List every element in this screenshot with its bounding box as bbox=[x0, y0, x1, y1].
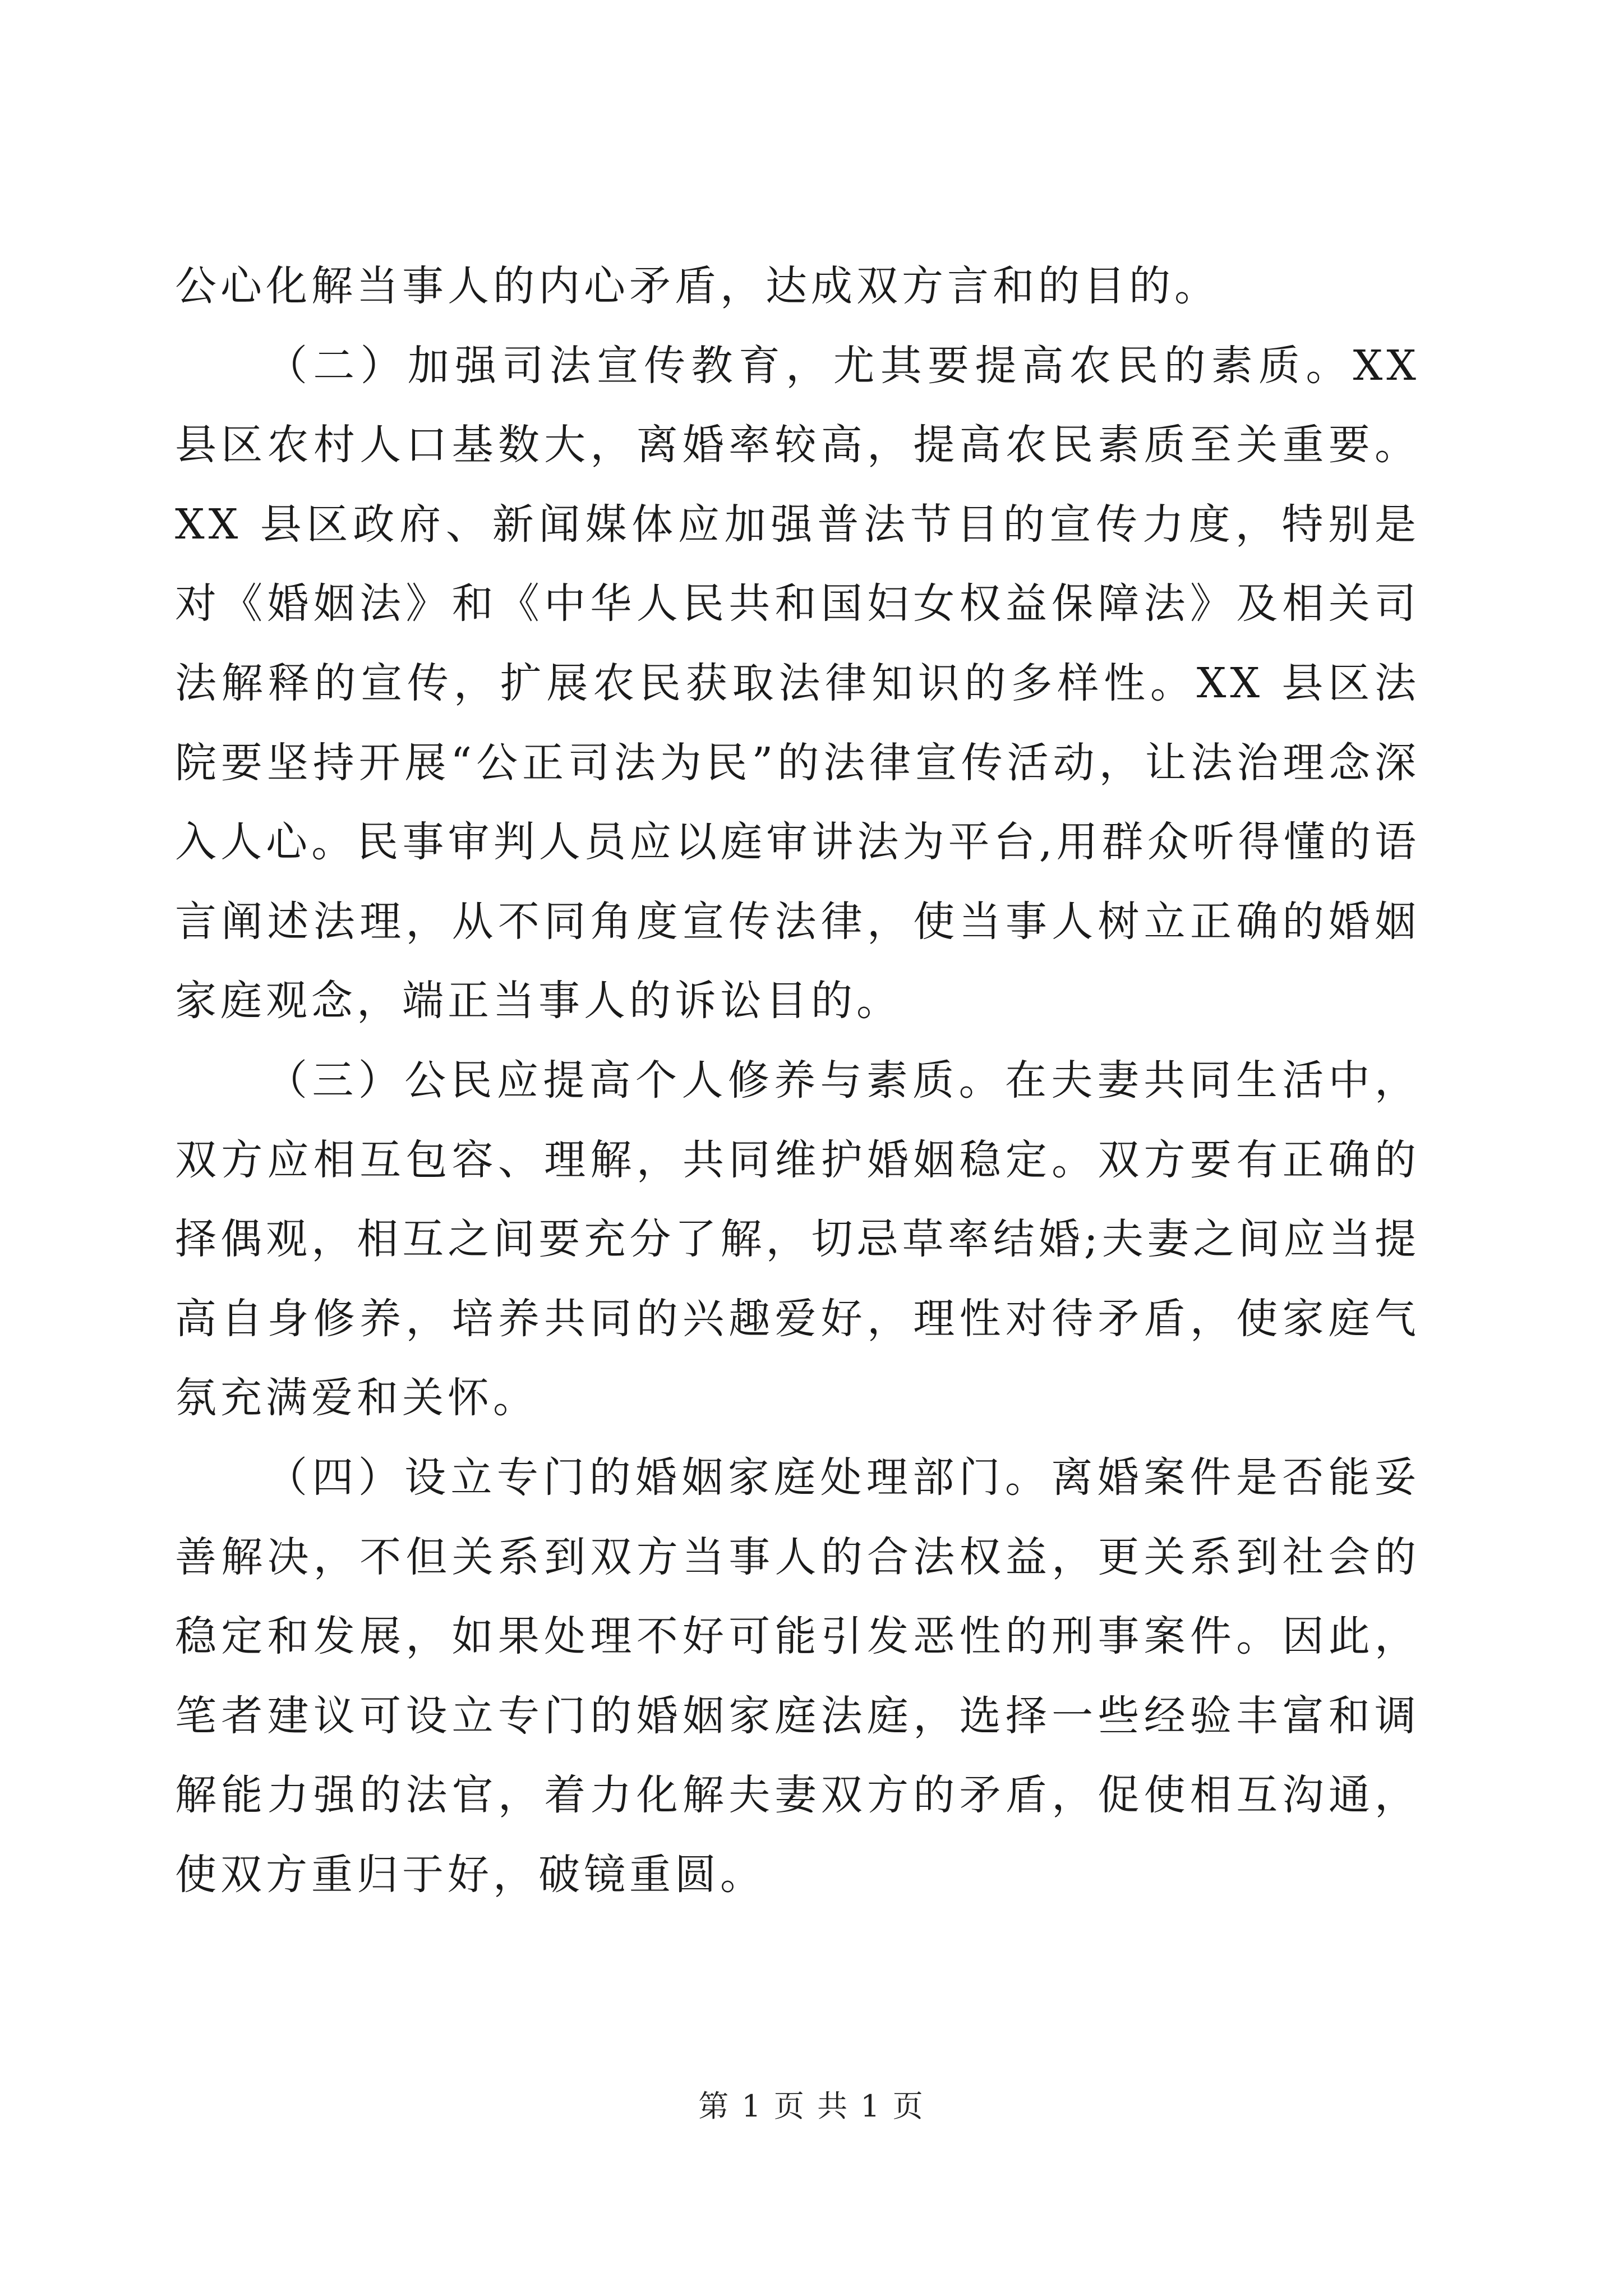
paragraph-continuation: 公心化解当事人的内心矛盾，达成双方言和的目的。 bbox=[175, 262, 1220, 310]
paragraph-family-court: （四）设立专门的婚姻家庭处理部门。离婚案件是否能妥善解决，不但关系到双方当事人的合法权益，更关系到社会的稳定和发展，如果处理不好可能引发恶性的刑事案件。因此，笔者建议可设立专门的婚姻家庭法庭，选择一些经验丰富和调解能力强的法官，着力化解夫妻双方的矛盾，促使相互沟通，使双方重归于好，破镜重圆。 bbox=[175, 1453, 1420, 1899]
page-footer: 第 1 页 共 1 页 bbox=[698, 2088, 925, 2124]
document-body bbox=[175, 247, 1420, 1915]
paragraph-judicial-publicity: （二）加强司法宣传教育，尤其要提高农民的素质。XX 县区农村人口基数大，离婚率较高，提高农民素质至关重要。XX 县区政府、新闻媒体应加强普法节目的宣传力度，特别是对《婚姻法》和《中华人民共和国妇女权益保障法》及相关司法解释的宣传，扩展农民获取法律知识的多样性。XX 县区法院要坚持开展“公正司法为民”的法律宣传活动，让法治理念深入人心。民事审判人员应以庭审讲法为平台,用群众听得懂的语言阐述法理，从不同角度宣传法律，使当事人树立正确的婚姻家庭观念，端正当事人的诉讼目的。 bbox=[175, 341, 1420, 1025]
paragraph-personal-cultivation: （三）公民应提高个人修养与素质。在夫妻共同生活中，双方应相互包容、理解，共同维护婚姻稳定。双方要有正确的择偶观，相互之间要充分了解，切忌草率结婚;夫妻之间应当提高自身修养，培养共同的兴趣爱好，理性对待矛盾，使家庭气氛充满爱和关怀。 bbox=[175, 1056, 1420, 1423]
